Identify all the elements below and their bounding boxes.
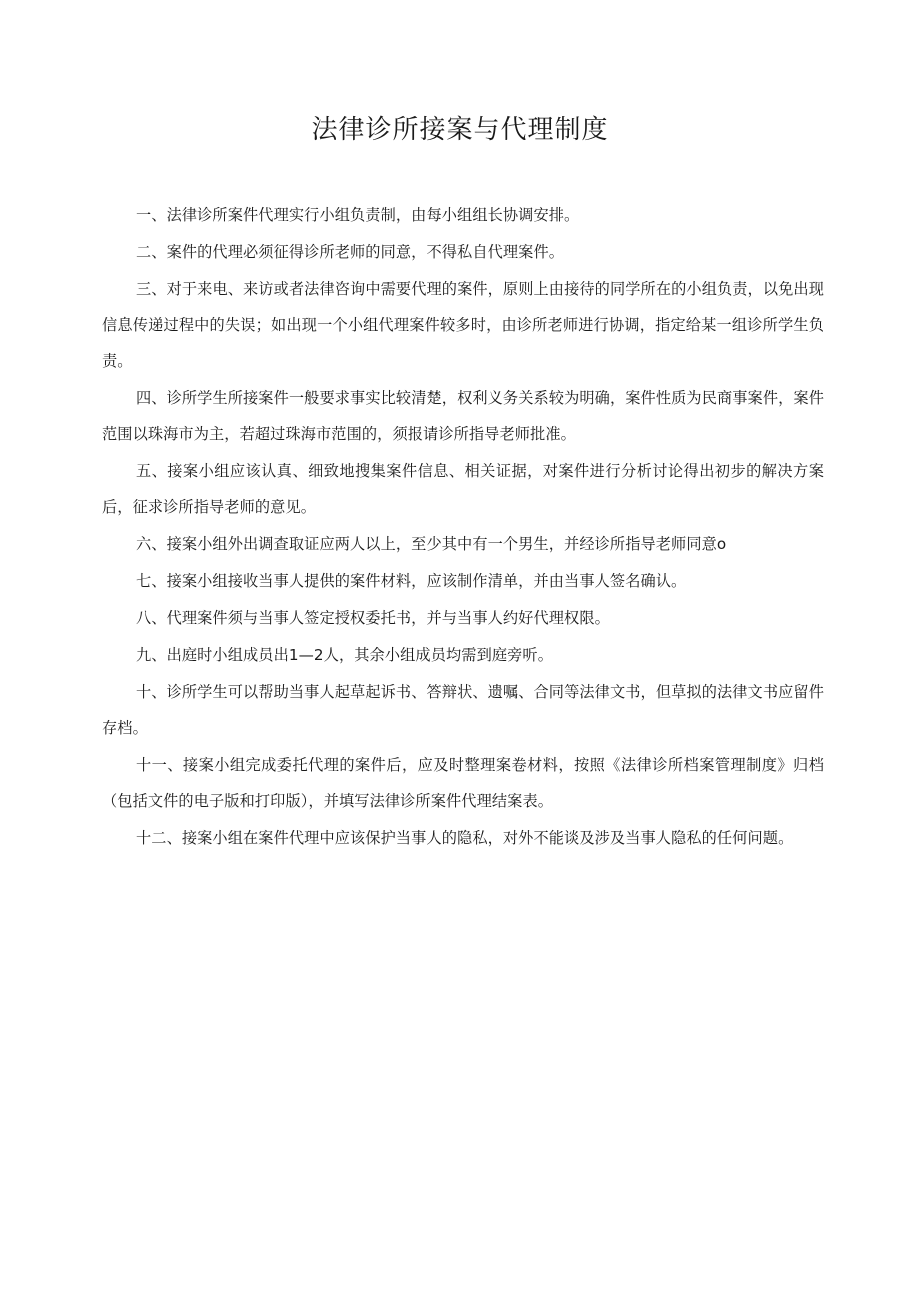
clause-6: 六、接案小组外出调查取证应两人以上，至少其中有一个男生，并经诊所指导老师同意o (136, 535, 727, 553)
clause-5: 五、接案小组应该认真、细致地搜集案件信息、相关证据，对案件进行分析讨论得出初步的解决方案后，征求诊所指导老师的意见。 (102, 462, 824, 516)
clause-4: 四、诊所学生所接案件一般要求事实比较清楚，权利义务关系较为明确，案件性质为民商事案件，案件范围以珠海市为主，若超过珠海市范围的，须报请诊所指导老师批准。 (102, 389, 824, 443)
clause-2: 二、案件的代理必须征得诊所老师的同意，不得私自代理案件。 (136, 243, 565, 261)
clause-1: 一、法律诊所案件代理实行小组负责制，由每小组组长协调安排。 (136, 206, 580, 224)
clause-12: 十二、接案小组在案件代理中应该保护当事人的隐私，对外不能谈及涉及当事人隐私的任何问题。 (136, 829, 794, 847)
clause-list (102, 197, 824, 857)
clause-7: 七、接案小组接收当事人提供的案件材料，应该制作清单，并由当事人签名确认。 (136, 572, 687, 590)
clause-9: 九、出庭时小组成员出1—2人，其余小组成员均需到庭旁听。 (136, 646, 554, 664)
clause-10: 十、诊所学生可以帮助当事人起草起诉书、答辩状、遗嘱、合同等法律文书，但草拟的法律文书应留件存档。 (102, 683, 824, 737)
document-title: 法律诊所接案与代理制度 (311, 115, 609, 145)
clause-11: 十一、接案小组完成委托代理的案件后，应及时整理案卷材料，按照《法律诊所档案管理制度》归档（包括文件的电子版和打印版），并填写法律诊所案件代理结案表。 (102, 756, 824, 810)
clause-8: 八、代理案件须与当事人签定授权委托书，并与当事人约好代理权限。 (136, 609, 610, 627)
clause-3: 三、对于来电、来访或者法律咨询中需要代理的案件，原则上由接待的同学所在的小组负责，以免出现信息传递过程中的失误；如出现一个小组代理案件较多时，由诊所老师进行协调，指定给某一组诊所学生负责。 (102, 280, 824, 370)
